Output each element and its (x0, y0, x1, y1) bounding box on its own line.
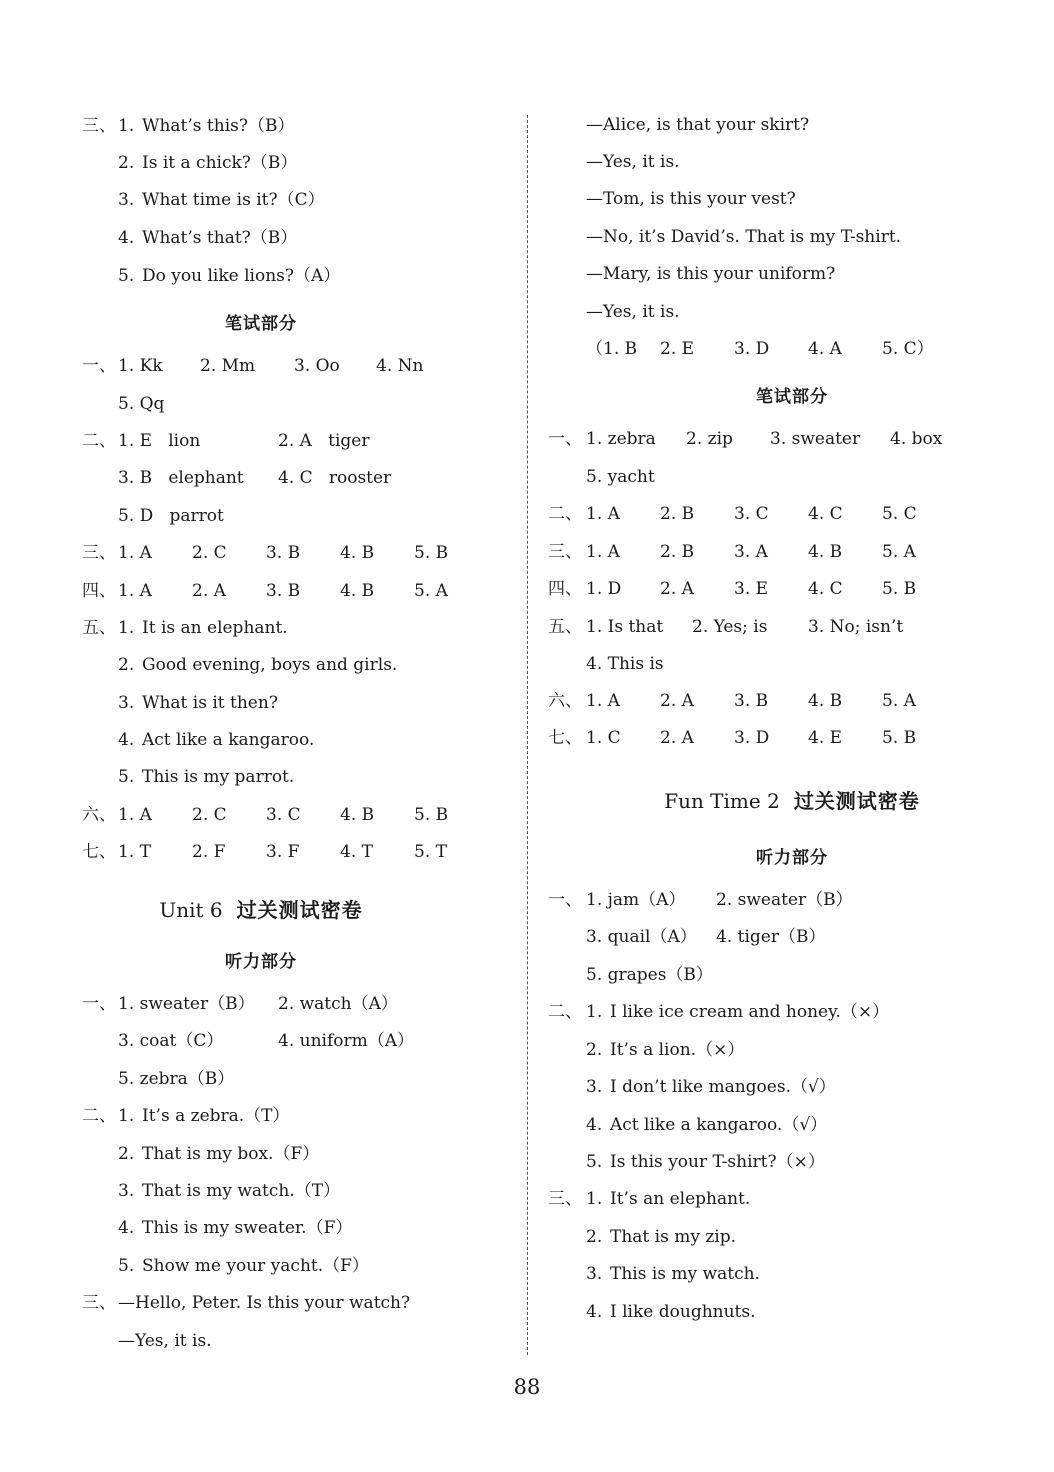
answer-item: 5. (118, 266, 135, 286)
answer-line (530, 1300, 1054, 1324)
answer-line (0, 541, 522, 565)
answer-item: 5. D parrot (118, 506, 224, 526)
question-mark: 三、 (548, 542, 582, 562)
question-mark: 七、 (548, 728, 582, 748)
answer-item: 3. coat（C） (118, 1031, 224, 1051)
answer-line (530, 1038, 1054, 1062)
unit-title-cn: 过关测试密卷 (793, 789, 920, 813)
question-mark: 一、 (82, 994, 116, 1014)
answer-item: 1. (118, 116, 135, 136)
answer-line (530, 846, 1054, 870)
question-mark: 一、 (82, 356, 116, 376)
answer-line (0, 264, 522, 288)
answer-item: 1. Is that (586, 617, 664, 637)
answer-item: 1. A (118, 543, 152, 563)
answer-line (530, 615, 1054, 639)
answer-item: —Tom, is this your vest? (586, 189, 796, 209)
answer-item: What time is it?（C） (142, 190, 325, 210)
answer-item: This is my watch. (610, 1264, 760, 1284)
answer-item: 4. tiger（B） (716, 927, 826, 947)
answer-line (530, 113, 1054, 137)
answer-item: 3. B elephant (118, 468, 244, 488)
answer-item: 4. B (808, 542, 843, 562)
section-heading: 听力部分 (756, 848, 828, 868)
answer-item: 4. (118, 1218, 135, 1238)
answer-item: Is it a chick?（B） (142, 153, 298, 173)
answer-item: 2. Yes; is (692, 617, 768, 637)
answer-item: 2. (118, 153, 135, 173)
question-mark: 二、 (548, 1002, 582, 1022)
answer-item: 3. E (734, 579, 769, 599)
answer-line (530, 689, 1054, 713)
answer-item: —Alice, is that your skirt? (586, 115, 810, 135)
answer-item: 2. F (192, 842, 226, 862)
answer-item: （1. B (586, 339, 638, 359)
answer-item: 1. jam（A） (586, 890, 686, 910)
answer-item: 2. A (192, 581, 226, 601)
question-mark: 六、 (82, 805, 116, 825)
answer-item: This is my parrot. (142, 767, 295, 787)
answer-item: 4. B (340, 543, 375, 563)
answer-line (0, 728, 522, 752)
answer-item: 5. B (414, 805, 449, 825)
unit-title-en: Fun Time 2 (664, 789, 780, 813)
answer-item: Is this your T-shirt?（×） (610, 1152, 825, 1172)
answer-item: What’s that?（B） (142, 228, 298, 248)
answer-line (0, 466, 522, 490)
answer-item: It’s an elephant. (610, 1189, 751, 1209)
answer-line (0, 1067, 522, 1091)
answer-line (0, 653, 522, 677)
question-mark: 三、 (82, 543, 116, 563)
answer-item: 1. E lion (118, 431, 201, 451)
answer-line (0, 579, 522, 603)
answer-line (0, 691, 522, 715)
unit-title (530, 786, 1054, 816)
answer-item: I like doughnuts. (610, 1302, 756, 1322)
answer-item: 1. (586, 1189, 603, 1209)
answer-item: 3. (118, 693, 135, 713)
answer-item: —Yes, it is. (586, 302, 680, 322)
answer-line (530, 300, 1054, 324)
answer-item: 4. B (340, 581, 375, 601)
answer-line (0, 803, 522, 827)
answer-line (0, 504, 522, 528)
answer-line (0, 226, 522, 250)
answer-item: —Yes, it is. (586, 152, 680, 172)
answer-item: 1. Kk (118, 356, 163, 376)
answer-line (0, 765, 522, 789)
answer-item: 3. No; isn’t (808, 617, 904, 637)
answer-item: 2. A (660, 579, 694, 599)
answer-item: 3. B (734, 691, 769, 711)
answer-item: 2. Mm (200, 356, 256, 376)
question-mark: 二、 (548, 504, 582, 524)
answer-item: 5. A (414, 581, 448, 601)
answer-item: 1. sweater（B） (118, 994, 255, 1014)
question-mark: 三、 (548, 1189, 582, 1209)
answer-line (530, 1262, 1054, 1286)
answer-item: 5. grapes（B） (586, 965, 713, 985)
answer-item: 5. C） (882, 339, 934, 359)
answer-item: 1. C (586, 728, 621, 748)
answer-item: 3. B (266, 581, 301, 601)
answer-item: 1. T (118, 842, 151, 862)
answer-item: 1. zebra (586, 429, 656, 449)
answer-line (530, 427, 1054, 451)
answer-item: It’s a lion.（×） (610, 1040, 745, 1060)
answer-item: Show me your yacht.（F） (142, 1256, 369, 1276)
answer-item: 4. box (890, 429, 943, 449)
answer-item: 2. (586, 1040, 603, 1060)
answer-line (530, 465, 1054, 489)
section-heading: 笔试部分 (225, 314, 297, 334)
answer-item: 3. (586, 1264, 603, 1284)
answer-item: 2. C (192, 543, 227, 563)
answer-line (530, 150, 1054, 174)
question-mark: 二、 (82, 1106, 116, 1126)
answer-item: 3. F (266, 842, 300, 862)
answer-item: 5. yacht (586, 467, 655, 487)
answer-item: 2. zip (686, 429, 733, 449)
answer-line (0, 992, 522, 1016)
answer-item: 3. (586, 1077, 603, 1097)
answer-line (530, 225, 1054, 249)
answer-line (0, 1142, 522, 1166)
answer-item: 4. B (340, 805, 375, 825)
answer-line (530, 1225, 1054, 1249)
answer-item: 4. B (808, 691, 843, 711)
answer-item: 4. C (808, 579, 843, 599)
answer-item: 4. C (808, 504, 843, 524)
answer-line (530, 652, 1054, 676)
unit-title-en: Unit 6 (159, 898, 223, 922)
answer-line (530, 1075, 1054, 1099)
answer-line (0, 312, 522, 336)
answer-line (530, 337, 1054, 361)
answer-item: 1. A (586, 542, 620, 562)
answer-line (0, 151, 522, 175)
answer-item: 3. (118, 190, 135, 210)
unit-title (0, 895, 522, 925)
answer-line (530, 262, 1054, 286)
answer-item: 1. A (586, 504, 620, 524)
answer-item: 2. E (660, 339, 695, 359)
answer-item: 1. (586, 1002, 603, 1022)
answer-line (530, 1187, 1054, 1211)
answer-line (0, 354, 522, 378)
answer-item: 5. B (882, 728, 917, 748)
answer-item: 3. A (734, 542, 768, 562)
answer-item: 4. Nn (376, 356, 424, 376)
answer-item: That is my watch.（T） (142, 1181, 341, 1201)
answer-line (530, 385, 1054, 409)
answer-item: 5. B (414, 543, 449, 563)
answer-item: 2. (118, 1144, 135, 1164)
answer-line (0, 1254, 522, 1278)
answer-item: That is my zip. (610, 1227, 737, 1247)
question-mark: 七、 (82, 842, 116, 862)
answer-item: Do you like lions?（A） (142, 266, 341, 286)
answer-line (530, 888, 1054, 912)
answer-item: 1. (118, 618, 135, 638)
answer-item: 3. B (266, 543, 301, 563)
answer-item: 2. B (660, 542, 695, 562)
answer-item: What’s this?（B） (142, 116, 295, 136)
answer-item: 3. (118, 1181, 135, 1201)
question-mark: 六、 (548, 691, 582, 711)
answer-item: This is my sweater.（F） (142, 1218, 353, 1238)
answer-item: 2. A tiger (278, 431, 370, 451)
answer-item: 5. T (414, 842, 447, 862)
answer-item: What is it then? (142, 693, 278, 713)
answer-item: 1. A (118, 805, 152, 825)
answer-item: 4. E (808, 728, 843, 748)
answer-item: 5. Qq (118, 394, 165, 414)
question-mark: 四、 (548, 579, 582, 599)
answer-item: 3. sweater (770, 429, 861, 449)
answer-item: Act like a kangaroo. (142, 730, 315, 750)
answer-item: 2. sweater（B） (716, 890, 853, 910)
answer-line (530, 187, 1054, 211)
answer-line (0, 1291, 522, 1315)
answer-item: 2. C (192, 805, 227, 825)
answer-item: 5. C (882, 504, 917, 524)
answer-item: 1. A (586, 691, 620, 711)
answer-line (530, 577, 1054, 601)
answer-item: 3. D (734, 339, 770, 359)
answer-item: 3. quail（A） (586, 927, 697, 947)
answer-line (0, 1329, 522, 1353)
answer-item: 3. D (734, 728, 770, 748)
answer-line (0, 1104, 522, 1128)
answer-line (530, 726, 1054, 750)
answer-item: It is an elephant. (142, 618, 288, 638)
answer-item: 4. A (808, 339, 842, 359)
answer-item: 4. C rooster (278, 468, 392, 488)
answer-item: I like ice cream and honey.（×） (610, 1002, 890, 1022)
answer-item: —Hello, Peter. Is this your watch? (118, 1293, 411, 1313)
answer-item: 5. A (882, 691, 916, 711)
question-mark: 四、 (82, 581, 116, 601)
question-mark: 三、 (82, 1293, 116, 1313)
answer-line (530, 1150, 1054, 1174)
answer-item: 2. A (660, 728, 694, 748)
answer-line (0, 114, 522, 138)
answer-line (0, 1179, 522, 1203)
answer-item: I don’t like mangoes.（√） (610, 1077, 836, 1097)
answer-item: 4. (118, 228, 135, 248)
answer-item: 2. B (660, 504, 695, 524)
answer-item: 5. (118, 767, 135, 787)
answer-line (530, 925, 1054, 949)
answer-line (0, 392, 522, 416)
answer-line (0, 840, 522, 864)
answer-item: 4. (586, 1302, 603, 1322)
answer-item: 5. (118, 1256, 135, 1276)
answer-item: 1. A (118, 581, 152, 601)
answer-item: 1. D (586, 579, 622, 599)
question-mark: 五、 (548, 617, 582, 637)
answer-item: It’s a zebra.（T） (142, 1106, 290, 1126)
answer-line (0, 1216, 522, 1240)
answer-item: 4. T (340, 842, 373, 862)
answer-line (0, 1029, 522, 1053)
answer-item: 2. (586, 1227, 603, 1247)
answer-item: 4. This is (586, 654, 664, 674)
question-mark: 一、 (548, 890, 582, 910)
answer-item: 4. (118, 730, 135, 750)
answer-line (530, 963, 1054, 987)
answer-item: Act like a kangaroo.（√） (610, 1115, 828, 1135)
answer-item: 1. (118, 1106, 135, 1126)
answer-item: That is my box.（F） (142, 1144, 320, 1164)
answer-item: 5. B (882, 579, 917, 599)
answer-item: 2. watch（A） (278, 994, 398, 1014)
unit-title-cn: 过关测试密卷 (236, 898, 363, 922)
question-mark: 二、 (82, 431, 116, 451)
page-number: 88 (513, 1375, 541, 1399)
question-mark: 三、 (82, 116, 116, 136)
answer-line (0, 616, 522, 640)
section-heading: 听力部分 (225, 952, 297, 972)
answer-item: Good evening, boys and girls. (142, 655, 398, 675)
answer-item: —Yes, it is. (118, 1331, 212, 1351)
answer-item: 5. (586, 1152, 603, 1172)
question-mark: 一、 (548, 429, 582, 449)
answer-line (0, 188, 522, 212)
answer-item: 5. zebra（B） (118, 1069, 235, 1089)
answer-item: 3. C (734, 504, 769, 524)
answer-line (530, 1113, 1054, 1137)
answer-line (0, 950, 522, 974)
answer-item: 4. (586, 1115, 603, 1135)
answer-line (530, 1000, 1054, 1024)
section-heading: 笔试部分 (756, 387, 828, 407)
column-divider (527, 115, 528, 1355)
answer-item: 3. C (266, 805, 301, 825)
answer-item: 5. A (882, 542, 916, 562)
answer-line (0, 429, 522, 453)
question-mark: 五、 (82, 618, 116, 638)
answer-line (530, 502, 1054, 526)
answer-item: 4. uniform（A） (278, 1031, 415, 1051)
answer-line (530, 540, 1054, 564)
answer-item: —Mary, is this your uniform? (586, 264, 836, 284)
answer-item: —No, it’s David’s. That is my T-shirt. (586, 227, 902, 247)
answer-item: 3. Oo (294, 356, 340, 376)
answer-item: 2. (118, 655, 135, 675)
answer-item: 2. A (660, 691, 694, 711)
